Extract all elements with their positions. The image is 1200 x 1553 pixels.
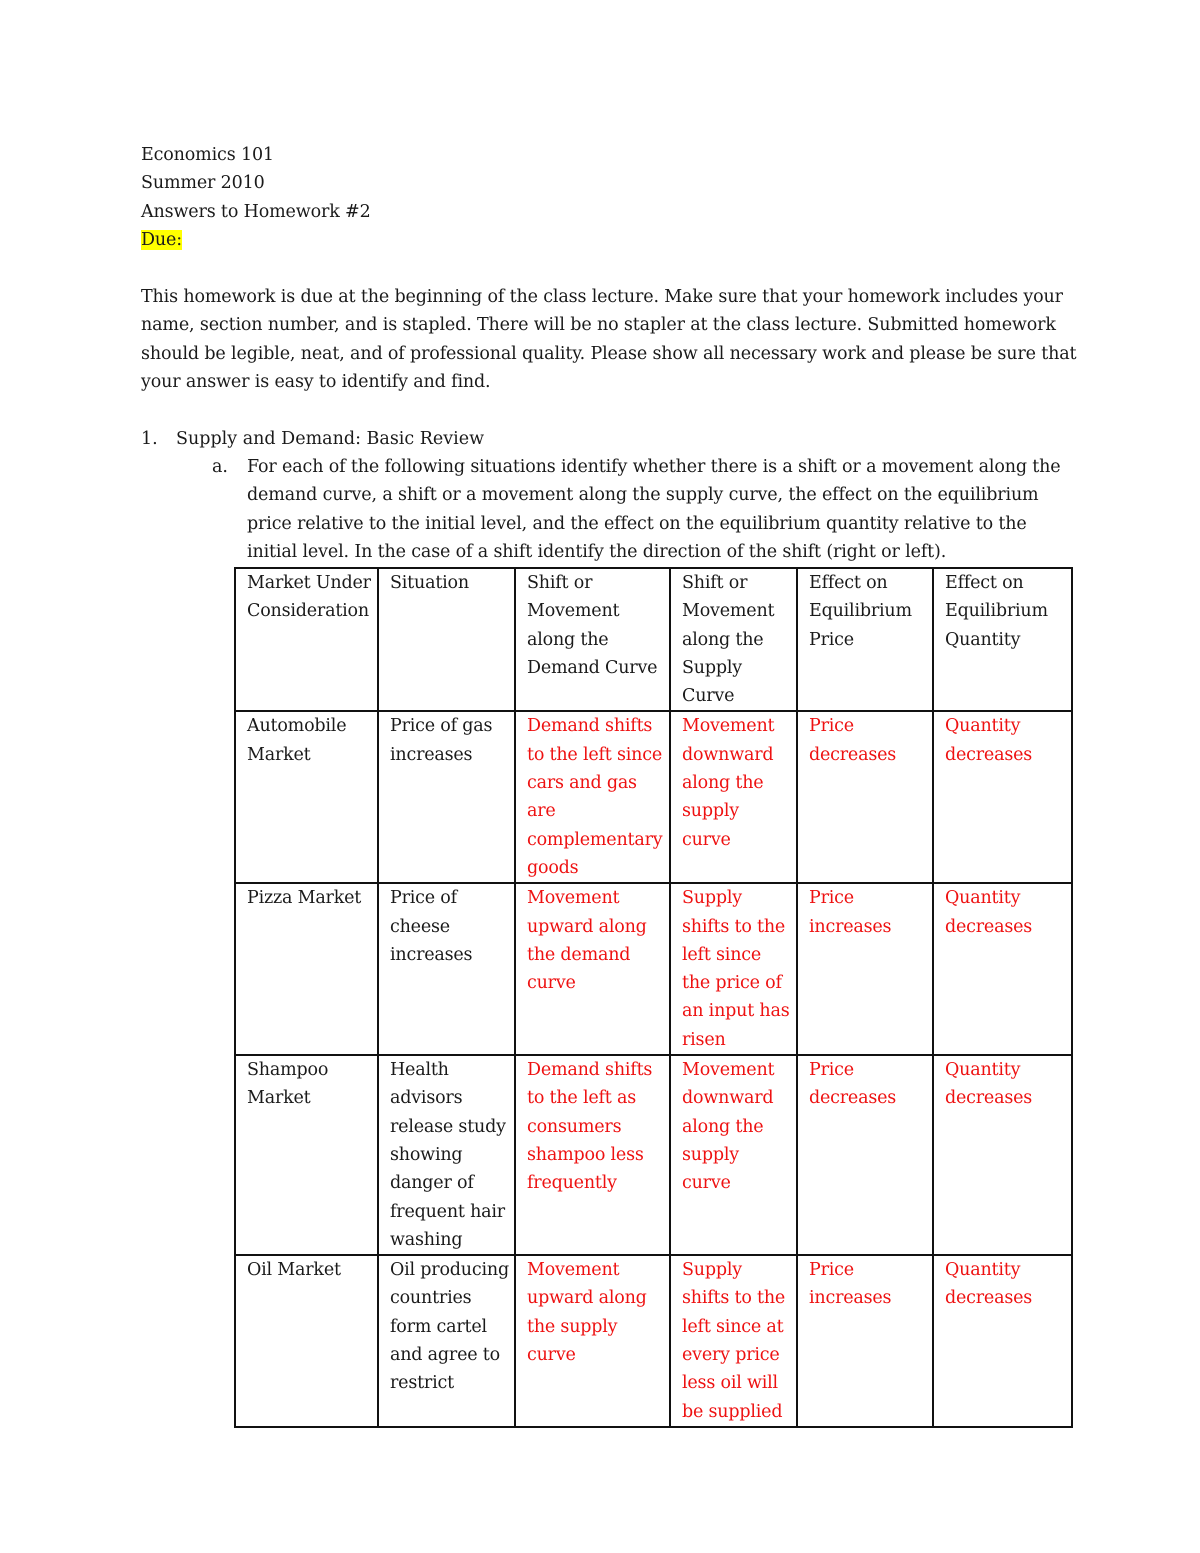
cell-price-answer: Price increases: [797, 1255, 933, 1427]
cell-situation: Price of gas increases: [378, 711, 515, 883]
document-title: Answers to Homework #2: [141, 202, 371, 222]
instructions-paragraph: [141, 283, 1077, 396]
header-demand: Shift or Movement along the Demand Curve: [515, 568, 670, 711]
cell-demand-answer: Demand shifts to the left as consumers shampoo less frequently: [515, 1055, 670, 1255]
header-quantity: Effect on Equilibrium Quantity: [933, 568, 1072, 711]
cell-price-answer: Price decreases: [797, 1055, 933, 1255]
term-label: Summer 2010: [141, 173, 265, 193]
cell-price-answer: Price increases: [797, 883, 933, 1055]
part-line: For each of the following situations identify whether there is a shift or a movement along the: [247, 457, 1061, 477]
cell-market: Automobile Market: [235, 711, 378, 883]
cell-supply-answer: Movement downward along the supply curve: [670, 1055, 797, 1255]
instructions-line: name, section number, and is stapled. There will be no stapler at the class lecture. Submitted homework: [141, 315, 1056, 336]
part-line: price relative to the initial level, and the effect on the equilibrium quantity relative to the: [247, 513, 1027, 534]
part-letter: a.: [212, 457, 228, 477]
cell-price-answer: Price decreases: [797, 711, 933, 883]
part-line: initial level. In the case of a shift identify the direction of the shift (right or left).: [247, 541, 947, 562]
header-supply: Shift or Movement along the Supply Curve: [670, 568, 797, 711]
cell-demand-answer: Movement upward along the demand curve: [515, 883, 670, 1055]
cell-market: Oil Market: [235, 1255, 378, 1427]
table-row: [235, 1055, 1072, 1255]
supply-demand-table: [234, 567, 1073, 1428]
due-line: [141, 226, 182, 254]
table-row: [235, 711, 1072, 883]
header-price: Effect on Equilibrium Price: [797, 568, 933, 711]
table-row: [235, 1255, 1072, 1427]
header-market: Market Under Consideration: [235, 568, 378, 711]
cell-situation: Oil producing countries form cartel and agree to restrict: [378, 1255, 515, 1427]
cell-market: Shampoo Market: [235, 1055, 378, 1255]
instructions-line: This homework is due at the beginning of the class lecture. Make sure that your homework includes your: [141, 287, 1063, 307]
instructions-line: your answer is easy to identify and find.: [141, 371, 491, 392]
cell-demand-answer: Demand shifts to the left since cars and gas are complementary goods: [515, 711, 670, 883]
part-line: demand curve, a shift or a movement along the supply curve, the effect on the equilibrium: [247, 485, 1039, 506]
question-number: 1.: [141, 429, 158, 449]
cell-supply-answer: Supply shifts to the left since at every price less oil will be supplied: [670, 1255, 797, 1427]
table-row: [235, 883, 1072, 1055]
cell-quantity-answer: Quantity decreases: [933, 883, 1072, 1055]
cell-situation: Health advisors release study showing danger of frequent hair washing: [378, 1055, 515, 1255]
cell-quantity-answer: Quantity decreases: [933, 1055, 1072, 1255]
course-name: Economics 101: [141, 145, 274, 165]
table-header-row: [235, 568, 1072, 711]
question-title: Supply and Demand: Basic Review: [176, 429, 485, 449]
cell-market: Pizza Market: [235, 883, 378, 1055]
cell-quantity-answer: Quantity decreases: [933, 711, 1072, 883]
cell-quantity-answer: Quantity decreases: [933, 1255, 1072, 1427]
cell-situation: Price of cheese increases: [378, 883, 515, 1055]
cell-supply-answer: Supply shifts to the left since the price of an input has risen: [670, 883, 797, 1055]
due-label: Due:: [141, 230, 182, 250]
header-situation: Situation: [378, 568, 515, 711]
cell-supply-answer: Movement downward along the supply curve: [670, 711, 797, 883]
instructions-line: should be legible, neat, and of professional quality. Please show all necessary work and please be sure that: [141, 343, 1077, 364]
part-instructions: [247, 453, 1077, 566]
cell-demand-answer: Movement upward along the supply curve: [515, 1255, 670, 1427]
